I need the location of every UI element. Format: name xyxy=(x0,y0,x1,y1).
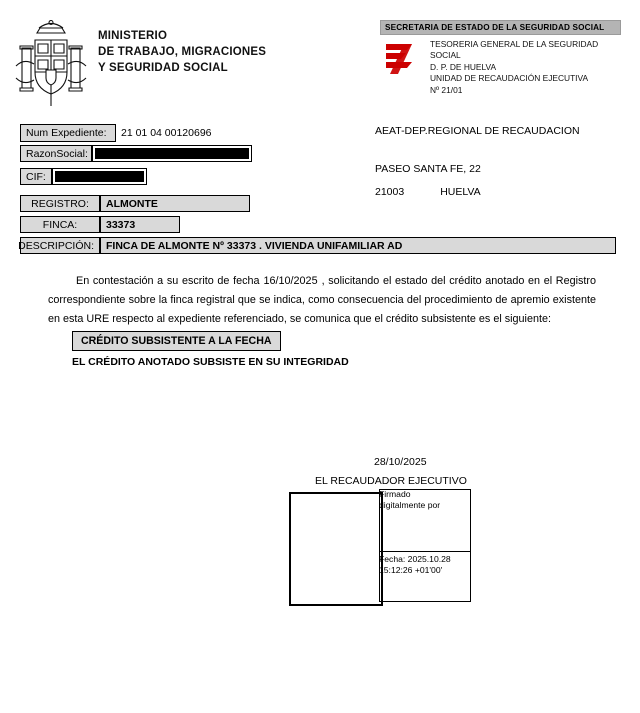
address-line-3 xyxy=(375,185,580,200)
body-paragraph xyxy=(48,272,596,329)
signature-timestamp-line-2: 15:12:26 +01'00' xyxy=(379,565,443,575)
credit-status-text: EL CRÉDITO ANOTADO SUBSISTE EN SU INTEGRIDAD xyxy=(72,356,349,368)
signed-by-line-2: digitalmente por xyxy=(379,500,441,510)
ministry-line-3: Y SEGURIDAD SOCIAL xyxy=(98,62,228,74)
signature-stamp-box xyxy=(289,492,383,606)
seguridad-social-logo-icon xyxy=(382,41,422,77)
secretary-line-5: Nº 21/01 xyxy=(430,84,463,95)
registro-label: REGISTRO: xyxy=(20,195,100,212)
ministry-line-1: MINISTERIO xyxy=(98,30,168,42)
spain-coat-of-arms-icon xyxy=(12,20,90,106)
address-line-2: PASEO SANTA FE, 22 xyxy=(375,163,481,175)
secretary-address-lines xyxy=(430,39,626,96)
field-finca xyxy=(20,216,180,233)
document-header xyxy=(0,14,640,119)
digital-signature-info xyxy=(379,489,471,576)
cif-label: CIF: xyxy=(20,168,52,185)
redaction-bar xyxy=(55,171,144,182)
field-descripcion xyxy=(20,237,616,254)
secretary-body xyxy=(380,39,626,99)
secretary-line-1: TESORERIA GENERAL DE LA SEGURIDAD xyxy=(430,39,599,49)
finca-label: FINCA: xyxy=(20,216,100,233)
expediente-value: 21 01 04 00120696 xyxy=(121,127,212,139)
signature-date: 28/10/2025 xyxy=(374,456,427,468)
ministry-name xyxy=(98,28,266,76)
signature-timestamp-block xyxy=(379,551,471,576)
field-cif xyxy=(20,168,147,185)
descripcion-value: FINCA DE ALMONTE Nº 33373 . VIVIENDA UNIFAMILIAR AD xyxy=(100,237,616,254)
address-postal-code: 21003 xyxy=(375,186,405,198)
field-registro xyxy=(20,195,250,212)
registro-value: ALMONTE xyxy=(100,195,250,212)
signed-by-line-1: Firmado xyxy=(379,489,411,499)
credit-title-box: CRÉDITO SUBSISTENTE A LA FECHA xyxy=(72,331,281,351)
cif-value xyxy=(52,168,147,185)
signed-by-block xyxy=(379,489,471,551)
secretary-line-2: SOCIAL xyxy=(430,50,461,61)
secretary-block xyxy=(380,20,626,99)
recipient-address xyxy=(375,124,580,200)
address-city: HUELVA xyxy=(440,186,481,198)
redaction-bar xyxy=(95,148,249,159)
field-razon-social xyxy=(20,145,252,162)
descripcion-label: DESCRIPCIÓN: xyxy=(20,237,100,254)
secretary-line-4: UNIDAD DE RECAUDACIÓN EJECUTIVA xyxy=(430,73,589,84)
request-date: 16/10/2025 xyxy=(263,275,318,287)
signature-timestamp-line-1: Fecha: 2025.10.28 xyxy=(379,554,451,564)
secretary-line-3: D. P. DE HUELVA xyxy=(430,61,497,72)
secretary-title-band: SECRETARIA DE ESTADO DE LA SEGURIDAD SOCIAL xyxy=(380,20,621,35)
finca-value: 33373 xyxy=(100,216,180,233)
razon-social-label: RazonSocial: xyxy=(20,145,92,162)
body-part-2: , solicitando el estado del crédito anotado en el Registro correspondiente sobre la finca registral que se indica, como consecuencia del procedimiento de apremio existente en esta URE respecto al expediente referenciado, se comunica que el crédito subsistente es el siguiente: xyxy=(48,275,596,325)
razon-social-value xyxy=(92,145,252,162)
address-line-1: AEAT-DEP.REGIONAL DE RECAUDACION xyxy=(375,125,580,137)
ministry-line-2: DE TRABAJO, MIGRACIONES xyxy=(98,46,267,58)
expediente-label: Num Expediente: xyxy=(20,124,116,142)
signature-role: EL RECAUDADOR EJECUTIVO xyxy=(315,475,467,487)
body-part-1: En contestación a su escrito de fecha xyxy=(76,275,260,287)
field-expediente xyxy=(20,124,217,142)
